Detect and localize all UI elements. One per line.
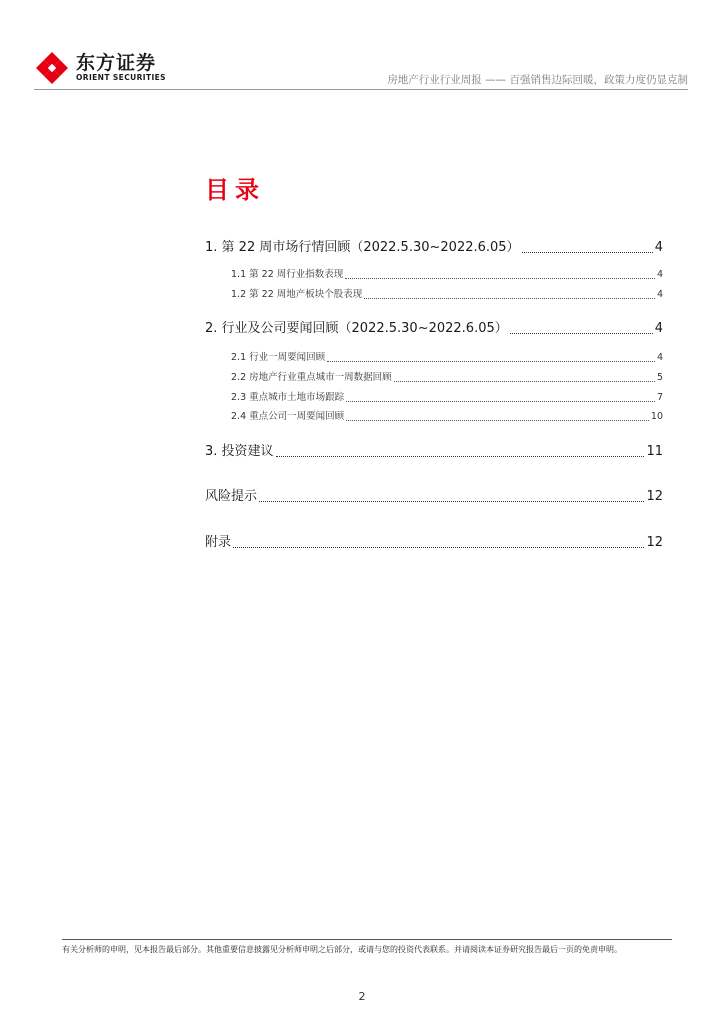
toc-entry-label: 3. 投资建议 xyxy=(205,444,274,459)
toc-entry-page: 10 xyxy=(650,411,663,422)
toc-entry-label: 2.2 房地产行业重点城市一周数据回顾 xyxy=(231,372,392,383)
brand-logo xyxy=(34,50,166,86)
toc-entry-2-4[interactable] xyxy=(231,410,663,424)
toc-entry-page: 12 xyxy=(646,535,663,550)
toc-entry-label: 附录 xyxy=(205,535,232,550)
toc-entry-label: 2. 行业及公司要闻回顾（2022.5.30~2022.6.05） xyxy=(205,321,508,336)
toc-leader xyxy=(345,278,655,279)
toc-entry-label: 1.2 第 22 周地产板块个股表现 xyxy=(231,289,363,300)
toc-leader xyxy=(276,456,645,457)
toc-leader xyxy=(346,420,649,421)
toc-entry-label: 1. 第 22 周市场行情回顾（2022.5.30~2022.6.05） xyxy=(205,240,520,255)
toc-leader xyxy=(346,401,655,402)
toc-leader xyxy=(364,298,655,299)
toc-leader xyxy=(233,547,644,548)
toc-entry-page: 7 xyxy=(656,392,663,403)
toc-entry-2[interactable] xyxy=(205,320,663,338)
toc-entry-2-2[interactable] xyxy=(231,371,663,385)
toc-entry-label: 风险提示 xyxy=(205,489,258,504)
toc-entry-1-1[interactable] xyxy=(231,268,663,282)
toc-entry-3[interactable] xyxy=(205,443,663,461)
toc-leader xyxy=(327,361,655,362)
toc-entry-2-3[interactable] xyxy=(231,391,663,405)
toc-entry-page: 12 xyxy=(646,489,663,504)
toc-heading: 目录 xyxy=(205,176,265,204)
toc-entry-page: 4 xyxy=(656,352,663,363)
toc-entry-label: 2.3 重点城市土地市场跟踪 xyxy=(231,392,345,403)
report-title: 房地产行业行业周报 —— 百强销售边际回暖，政策力度仍显克制 xyxy=(387,74,688,86)
toc-entry-page: 4 xyxy=(654,240,663,255)
toc-entry-risk[interactable] xyxy=(205,488,663,506)
footer-divider xyxy=(62,939,672,940)
toc-entry-2-1[interactable] xyxy=(231,351,663,365)
toc-entry-1[interactable] xyxy=(205,239,663,257)
toc-entry-label: 2.1 行业一周要闻回顾 xyxy=(231,352,326,363)
header-divider xyxy=(34,89,688,90)
toc-entry-1-2[interactable] xyxy=(231,288,663,302)
brand-name-en: ORIENT SECURITIES xyxy=(76,73,166,82)
toc-entry-label: 1.1 第 22 周行业指数表现 xyxy=(231,269,344,280)
toc-leader xyxy=(522,252,653,253)
toc-entry-appendix[interactable] xyxy=(205,534,663,552)
toc-entry-page: 11 xyxy=(646,444,663,459)
toc-entry-page: 5 xyxy=(656,372,663,383)
diamond-logo-icon xyxy=(34,50,70,86)
toc-entry-page: 4 xyxy=(654,321,663,336)
toc-leader xyxy=(259,501,644,502)
toc-entry-label: 2.4 重点公司一周要闻回顾 xyxy=(231,411,345,422)
page-number: 2 xyxy=(358,990,366,1003)
brand-name-cn: 东方证券 xyxy=(76,52,157,74)
toc-leader xyxy=(394,381,655,382)
toc-leader xyxy=(510,333,653,334)
toc-entry-page: 4 xyxy=(656,289,663,300)
toc-entry-page: 4 xyxy=(656,269,663,280)
footer-disclaimer: 有关分析师的申明，见本报告最后部分。其他重要信息披露见分析师申明之后部分，或请与您的投资代表联系。并请阅读本证券研究报告最后一页的免责申明。 xyxy=(62,945,622,954)
